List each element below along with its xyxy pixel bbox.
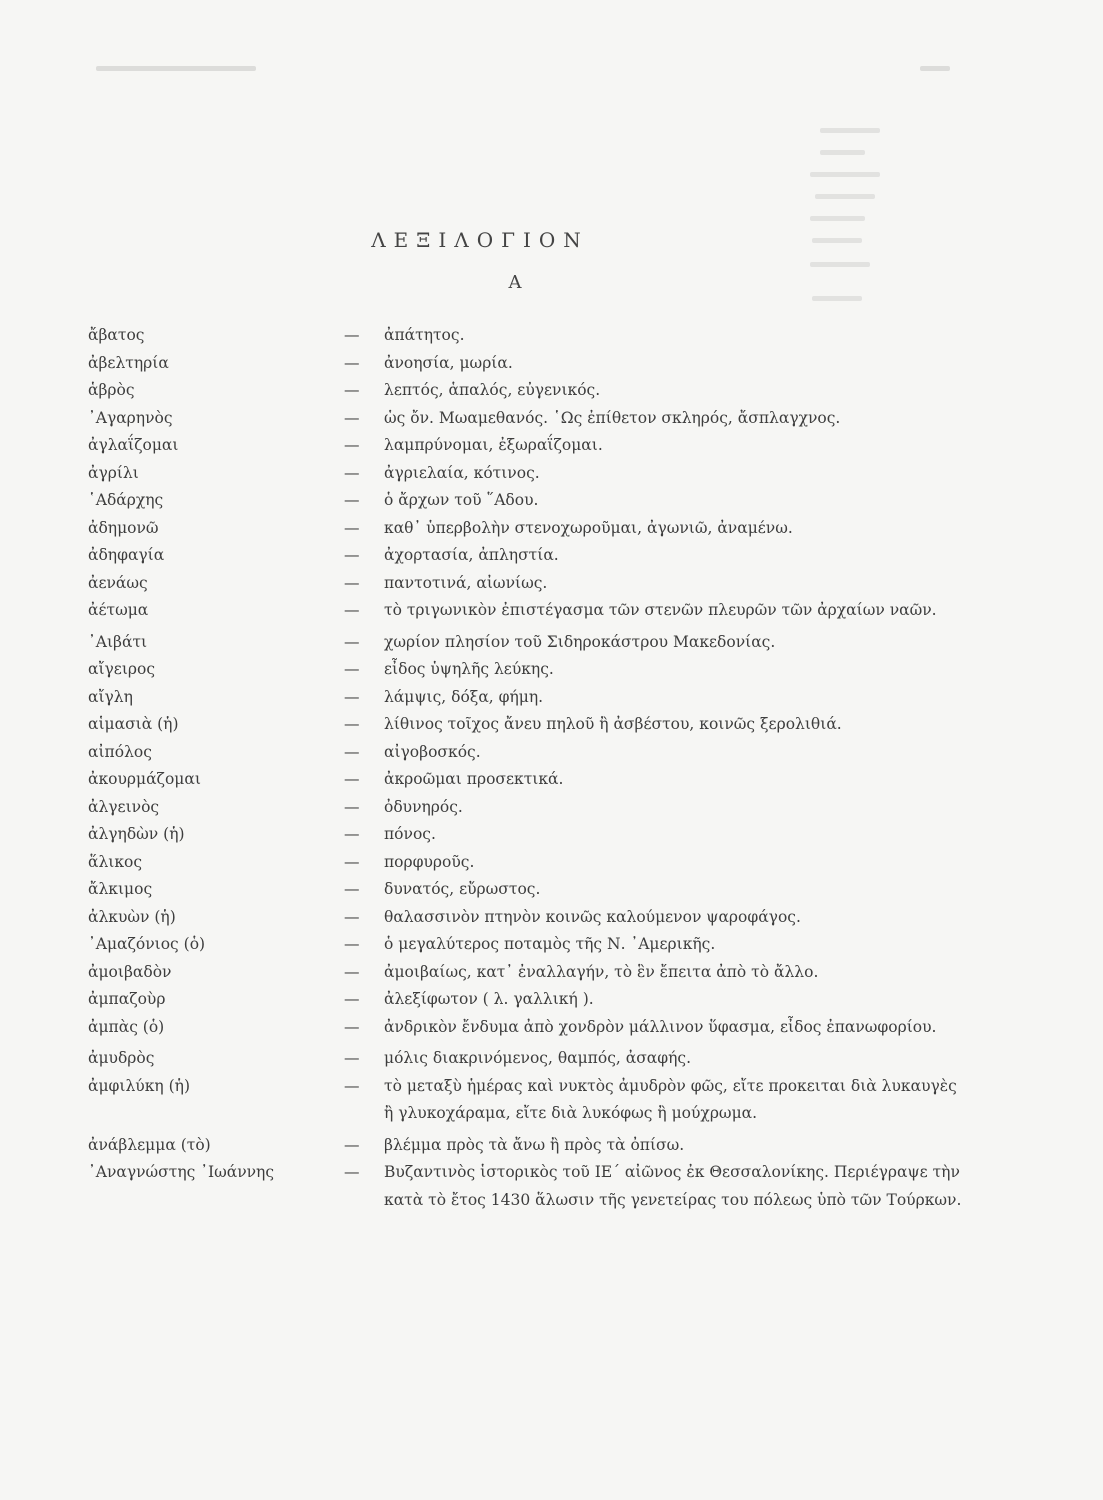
entry-definition-block (338, 629, 968, 657)
entry-definition: παντοτινά, αἰωνίως. (384, 573, 548, 592)
page-title: ΛΕΞΙΛΟΓΙΟΝ (371, 228, 589, 252)
dash-separator: — (344, 1163, 360, 1181)
entry-definition-block (338, 1159, 968, 1214)
dash-separator: — (344, 632, 360, 651)
entry-definition: Βυζαντινὸς ἱστορικὸς τοῦ ΙΕ΄ αἰῶνος ἐκ Θεσσαλονίκης. Περιέγραψε τὴν κατὰ τὸ ἔτος 1430 ἅλωσιν τῆς γενετείρας του πόλεως ὑπὸ τῶν Τούρκων. (384, 1163, 962, 1209)
entry-definition: ἀλεξίφωτον ( λ. γαλλική ). (384, 990, 594, 1008)
entry-headword: αἱμασιὰ (ἡ) (88, 715, 179, 733)
entry-definition-block (338, 821, 968, 849)
glossary-entry (88, 542, 968, 570)
entry-definition-block (338, 487, 968, 515)
entry-headword: ἁβρὸς (88, 381, 135, 399)
glossary-entry (88, 959, 968, 987)
glossary-entry (88, 1014, 968, 1042)
glossary-entry (88, 931, 968, 959)
dash-separator: — (344, 687, 360, 706)
entry-headword: αἰπόλος (88, 742, 152, 761)
entry-definition: θαλασσινὸν πτηνὸν κοινῶς καλούμενον ψαροφάγος. (384, 907, 801, 926)
dash-separator: — (344, 518, 360, 537)
entry-headword: ἀλγηδὼν (ἡ) (88, 825, 185, 843)
entry-headword: ἀδημονῶ (88, 518, 159, 537)
entry-definition: ἀκροῶμαι προσεκτικά. (384, 770, 564, 788)
entry-definition: λαμπρύνομαι, ἐξωραΐζομαι. (384, 436, 603, 454)
entry-definition-block (338, 656, 968, 684)
dash-separator: — (344, 353, 360, 372)
glossary-entry (88, 986, 968, 1014)
dash-separator: — (344, 715, 360, 733)
glossary-entry (88, 684, 968, 712)
entry-definition-block (338, 959, 968, 987)
glossary-entry (88, 1045, 968, 1073)
entry-headword: ᾿Αιβάτι (88, 632, 148, 651)
glossary-entry (88, 377, 968, 405)
entry-definition-block (338, 711, 968, 739)
dash-separator: — (344, 962, 360, 981)
glossary-entry (88, 656, 968, 684)
entry-headword: ἀμοιβαδὸν (88, 962, 172, 981)
dash-separator: — (344, 1049, 360, 1067)
entry-definition: τὸ τριγωνικὸν ἐπιστέγασμα τῶν στενῶν πλευρῶν τῶν ἀρχαίων ναῶν. (384, 601, 937, 619)
entry-headword: ἀενάως (88, 573, 148, 592)
entry-headword: ἀμπὰς (ὁ) (88, 1017, 165, 1036)
entry-definition-block (338, 931, 968, 959)
dash-separator: — (344, 880, 360, 898)
glossary-list (88, 322, 968, 1214)
entry-definition: χωρίον πλησίον τοῦ Σιδηροκάστρου Μακεδονίας. (384, 632, 776, 651)
entry-definition-block (338, 405, 968, 433)
entry-headword: ᾿Αναγνώστης ᾿Ιωάννης (88, 1163, 274, 1181)
glossary-entry (88, 794, 968, 822)
dash-separator: — (344, 381, 360, 399)
glossary-entry (88, 570, 968, 598)
dash-separator: — (344, 907, 360, 926)
entry-definition: ἀπάτητος. (384, 326, 465, 344)
dash-separator: — (344, 601, 360, 619)
entry-definition: ὁ ἄρχων τοῦ ῞Αδου. (384, 491, 539, 509)
entry-headword: ἀκουρμάζομαι (88, 770, 201, 788)
glossary-entry (88, 460, 968, 488)
entry-headword: ἀέτωμα (88, 601, 149, 619)
entry-headword: αἴγειρος (88, 660, 156, 678)
glossary-entry (88, 876, 968, 904)
entry-definition-block (338, 904, 968, 932)
glossary-entry (88, 1159, 968, 1214)
entry-definition-block (338, 876, 968, 904)
glossary-entry (88, 629, 968, 657)
entry-definition: μόλις διακρινόμενος, θαμπός, ἀσαφής. (384, 1049, 692, 1067)
entry-definition: ἀμοιβαίως, κατ᾿ ἐναλλαγήν, τὸ ἓν ἔπειτα ἀπὸ τὸ ἄλλο. (384, 962, 819, 981)
entry-definition-block (338, 377, 968, 405)
dash-separator: — (344, 742, 360, 761)
entry-definition: λάμψις, δόξα, φήμη. (384, 687, 544, 706)
entry-definition: λίθινος τοῖχος ἄνευ πηλοῦ ἢ ἀσβέστου, κοινῶς ξερολιθιά. (384, 715, 842, 733)
glossary-entry (88, 432, 968, 460)
entry-definition-block (338, 542, 968, 570)
glossary-entry (88, 322, 968, 350)
dash-separator: — (344, 1135, 360, 1154)
entry-definition: αἰγοβοσκός. (384, 742, 481, 761)
dash-separator: — (344, 1076, 360, 1095)
glossary-entry (88, 711, 968, 739)
entry-definition: πόνος. (384, 825, 436, 843)
entry-definition-block (338, 322, 968, 350)
entry-definition-block (338, 460, 968, 488)
entry-definition-block (338, 1014, 968, 1042)
entry-headword: ἀμφιλύκη (ἡ) (88, 1076, 190, 1095)
entry-headword: ᾿Αμαζόνιος (ὁ) (88, 935, 206, 953)
glossary-entry (88, 766, 968, 794)
entry-headword: ἄβατος (88, 326, 145, 344)
entry-headword: ἀγρίλι (88, 463, 139, 482)
entry-definition-block (338, 794, 968, 822)
entry-headword: ἀλκυὼν (ἡ) (88, 907, 176, 926)
entry-headword: ἀμπαζοὺρ (88, 990, 166, 1008)
dash-separator: — (344, 436, 360, 454)
glossary-entry (88, 821, 968, 849)
glossary-entry (88, 904, 968, 932)
dash-separator: — (344, 852, 360, 871)
entry-headword: ἀλγεινὸς (88, 797, 160, 816)
entry-definition: εἶδος ὑψηλῆς λεύκης. (384, 660, 554, 678)
entry-headword: αἴγλη (88, 687, 133, 706)
glossary-entry (88, 405, 968, 433)
dash-separator: — (344, 1017, 360, 1036)
dash-separator: — (344, 660, 360, 678)
dash-separator: — (344, 408, 360, 427)
entry-definition: ἀγριελαία, κότινος. (384, 463, 540, 482)
dash-separator: — (344, 797, 360, 816)
entry-definition-block (338, 515, 968, 543)
dash-separator: — (344, 825, 360, 843)
glossary-entry (88, 849, 968, 877)
entry-definition-block (338, 1045, 968, 1073)
section-letter: Α (508, 272, 522, 293)
dash-separator: — (344, 546, 360, 564)
dash-separator: — (344, 573, 360, 592)
entry-definition-block (338, 849, 968, 877)
dash-separator: — (344, 326, 360, 344)
entry-definition: ἀχορτασία, ἀπληστία. (384, 546, 559, 564)
entry-definition: τὸ μεταξὺ ἡμέρας καὶ νυκτὸς ἀμυδρὸν φῶς, εἴτε προκειται διὰ λυκαυγὲς ἢ γλυκοχάραμα, εἴτε διὰ λυκόφως ἢ μούχρωμα. (384, 1076, 957, 1122)
entry-definition-block (338, 1132, 968, 1160)
entry-definition: ὁ μεγαλύτερος ποταμὸς τῆς Ν. ᾿Αμερικῆς. (384, 935, 716, 953)
dash-separator: — (344, 491, 360, 509)
entry-definition-block (338, 570, 968, 598)
glossary-entry (88, 350, 968, 378)
entry-definition: ἀνοησία, μωρία. (384, 353, 513, 372)
entry-definition-block (338, 684, 968, 712)
entry-definition-block (338, 432, 968, 460)
dash-separator: — (344, 990, 360, 1008)
entry-definition: ὡς ὄν. Μωαμεθανός. ῾Ως ἐπίθετον σκληρός, ἄσπλαγχνος. (384, 408, 841, 427)
entry-headword: ἀμυδρὸς (88, 1049, 155, 1067)
glossary-entry (88, 487, 968, 515)
glossary-entry (88, 515, 968, 543)
entry-definition: ὀδυνηρός. (384, 797, 463, 816)
glossary-entry (88, 1132, 968, 1160)
entry-headword: ἀδηφαγία (88, 546, 165, 564)
entry-definition: βλέμμα πρὸς τὰ ἄνω ἢ πρὸς τὰ ὀπίσω. (384, 1135, 685, 1154)
entry-definition: καθ᾿ ὑπερβολὴν στενοχωροῦμαι, ἀγωνιῶ, ἀναμένω. (384, 518, 793, 537)
entry-definition-block (338, 350, 968, 378)
entry-definition-block (338, 597, 968, 625)
entry-definition-block (338, 986, 968, 1014)
glossary-entry (88, 739, 968, 767)
entry-headword: ἀνάβλεμμα (τὸ) (88, 1135, 211, 1154)
entry-headword: ῾Αδάρχης (88, 491, 164, 509)
entry-definition-block (338, 766, 968, 794)
dash-separator: — (344, 935, 360, 953)
entry-headword: ἀβελτηρία (88, 353, 169, 372)
entry-definition-block (338, 1073, 968, 1128)
entry-headword: ἀγλαΐζομαι (88, 436, 179, 454)
glossary-entry (88, 1073, 968, 1128)
entry-headword: ἄλκιμος (88, 880, 153, 898)
dash-separator: — (344, 770, 360, 788)
entry-definition-block (338, 739, 968, 767)
entry-definition: πορφυροῦς. (384, 852, 475, 871)
entry-definition: λεπτός, ἁπαλός, εὐγενικός. (384, 381, 601, 399)
entry-definition: δυνατός, εὔρωστος. (384, 880, 541, 898)
entry-definition: ἀνδρικὸν ἔνδυμα ἀπὸ χονδρὸν μάλλινον ὕφασμα, εἶδος ἐπανωφορίου. (384, 1017, 937, 1036)
glossary-entry (88, 597, 968, 625)
entry-headword: ᾿Αγαρηνὸς (88, 408, 173, 427)
dash-separator: — (344, 463, 360, 482)
entry-headword: ἅλικος (88, 852, 143, 871)
